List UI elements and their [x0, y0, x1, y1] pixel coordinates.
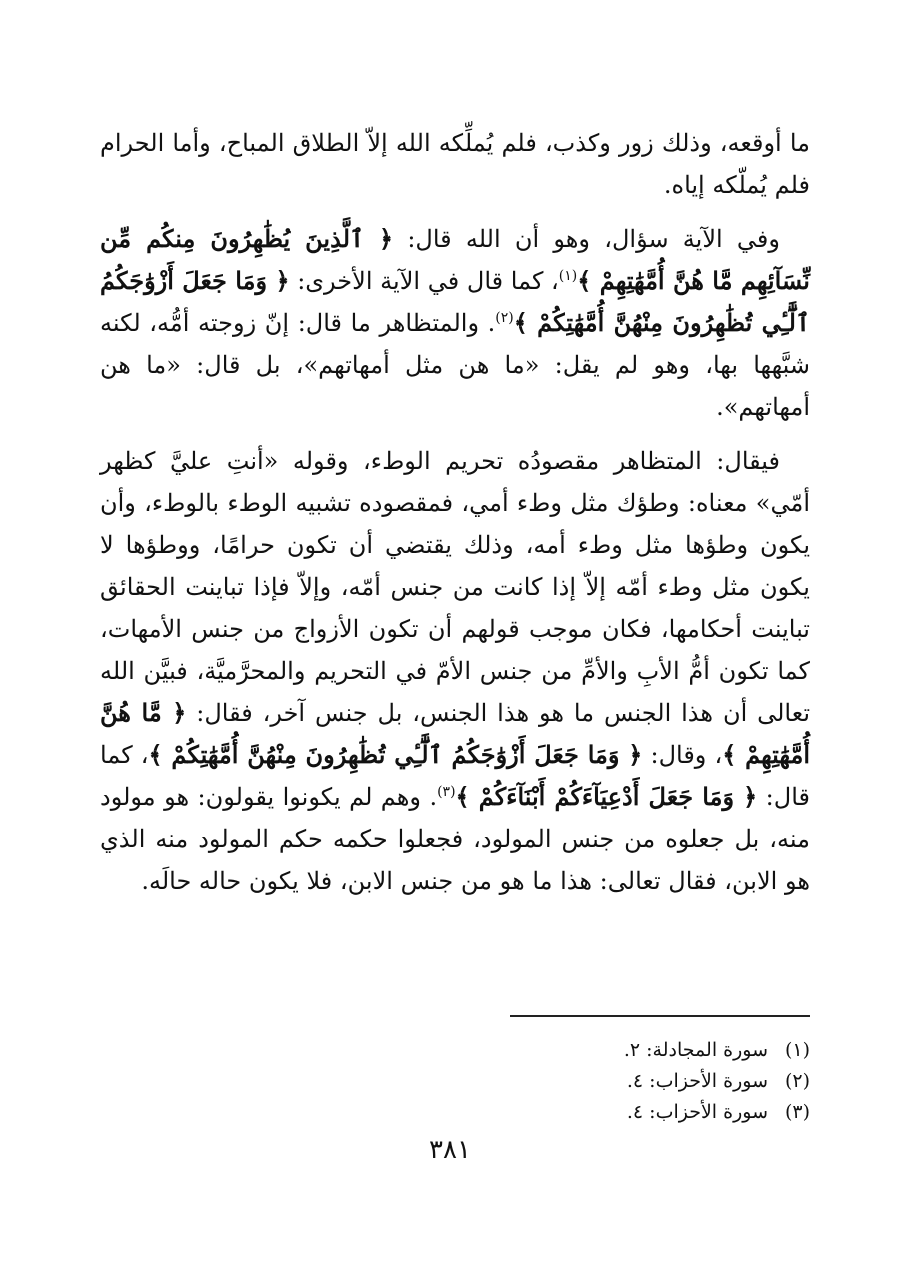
paragraph-3-text-c: ، كما قال:: [100, 741, 810, 811]
footnote-3: [100, 1097, 810, 1128]
footnote-ref-3: (٣): [437, 784, 456, 800]
paragraph-3: [100, 440, 810, 902]
footnote-number: (١): [784, 1039, 810, 1061]
main-text: [100, 122, 810, 914]
page-number: ٣٨١: [429, 1135, 471, 1165]
paragraph-2: [100, 218, 810, 428]
footnotes: [100, 1035, 810, 1128]
quran-verse-adiyaakum: ﴿ وَمَا جَعَلَ أَدْعِيَآءَكُمْ أَبْنَآءَكُمْ ﴾: [455, 782, 758, 811]
footnote-2: [100, 1066, 810, 1097]
footnote-text: سورة المجادلة: ٢.: [623, 1039, 768, 1061]
footnote-number: (٢): [784, 1070, 810, 1092]
paragraph-2-text-a: وفي الآية سؤال، وهو أن الله قال:: [407, 225, 780, 253]
footnote-number: (٣): [784, 1101, 810, 1123]
paragraph-3-text-b: ، وقال:: [650, 741, 723, 769]
quran-verse-mujadila: ﴿ ٱلَّذِينَ يُظَٰهِرُونَ مِنكُم مِّن نِّسَآئِهِم مَّا هُنَّ أُمَّهَٰتِهِمْ ﴾: [100, 224, 810, 295]
footnote-ref-2: (٢): [495, 310, 514, 326]
paragraph-2-text-c: . والمتظاهر ما قال: إنّ زوجته أمُّه، لكنه شبَّهها بها، وهو لم يقل: «ما هن مثل أمهاتهم»، بل قال: «ما هن أمهاتهم».: [100, 309, 810, 421]
paragraph-3-text-d: . وهم لم يكونوا يقولون: هو مولود منه، بل جعلوه من جنس المولود، فجعلوا حكمه حكم المولود منه الذي هو الابن، فقال تعالى: هذا ما هو من جنس الابن، فلا يكون حاله حالَه.: [100, 783, 810, 895]
paragraph-2-text-b: ، كما قال في الآية الأخرى:: [297, 267, 559, 295]
footnote-1: [100, 1035, 810, 1066]
quran-verse-ahzab-repeat: ﴿ وَمَا جَعَلَ أَزْوَٰجَكُمُ ٱلَّٰٓـِٔي تُظَٰهِرُونَ مِنْهُنَّ أُمَّهَٰتِكُمْ ﴾: [148, 740, 643, 769]
footnote-text: سورة الأحزاب: ٤.: [626, 1101, 768, 1123]
quran-verse-ma-hunna: ﴿ مَّا هُنَّ أُمَّهَٰتِهِمْ ﴾: [100, 698, 811, 769]
footnote-text: سورة الأحزاب: ٤.: [626, 1070, 768, 1092]
quran-verse-ahzab: ﴿ وَمَا جَعَلَ أَزْوَٰجَكُمُ ٱلَّٰٓـِٔي تُظَٰهِرُونَ مِنْهُنَّ أُمَّهَٰتِكُمْ ﴾: [100, 266, 811, 337]
footnote-ref-1: (١): [558, 268, 578, 284]
paragraph-1-text: ما أوقعه، وذلك زور وكذب، فلم يُملِّكه الله إلاّ الطلاق المباح، وأما الحرام فلم يُملّكه إياه.: [100, 129, 810, 199]
paragraph-1: [100, 122, 810, 206]
paragraph-3-text-a: فيقال: المتظاهر مقصودُه تحريم الوطء، وقوله «أنتِ عليَّ كظهر أمّي» معناه: وطؤك مثل وطء أمي، فمقصوده تشبيه الوطء بالوطء، وأن يكون وطؤها مثل وطء أمه، وذلك يقتضي أن تكون حرامًا، ووطؤها لا يكون مثل وطء أمّه إلاّ إذا كانت من جنس أمّه، وإلاّ فإذا تباينت الحقائق تباينت أحكامها، فكان موجب قولهم أن تكون الأزواج من جنس الأمهات، كما تكون أمُّ الأبِ والأمِّ من جنس الأمّ في التحريم والمحرَّميَّة، فبيَّن الله تعالى أن هذا الجنس ما هو هذا الجنس، بل جنس آخر، فقال:: [100, 447, 810, 727]
footnote-divider: [510, 1015, 810, 1017]
